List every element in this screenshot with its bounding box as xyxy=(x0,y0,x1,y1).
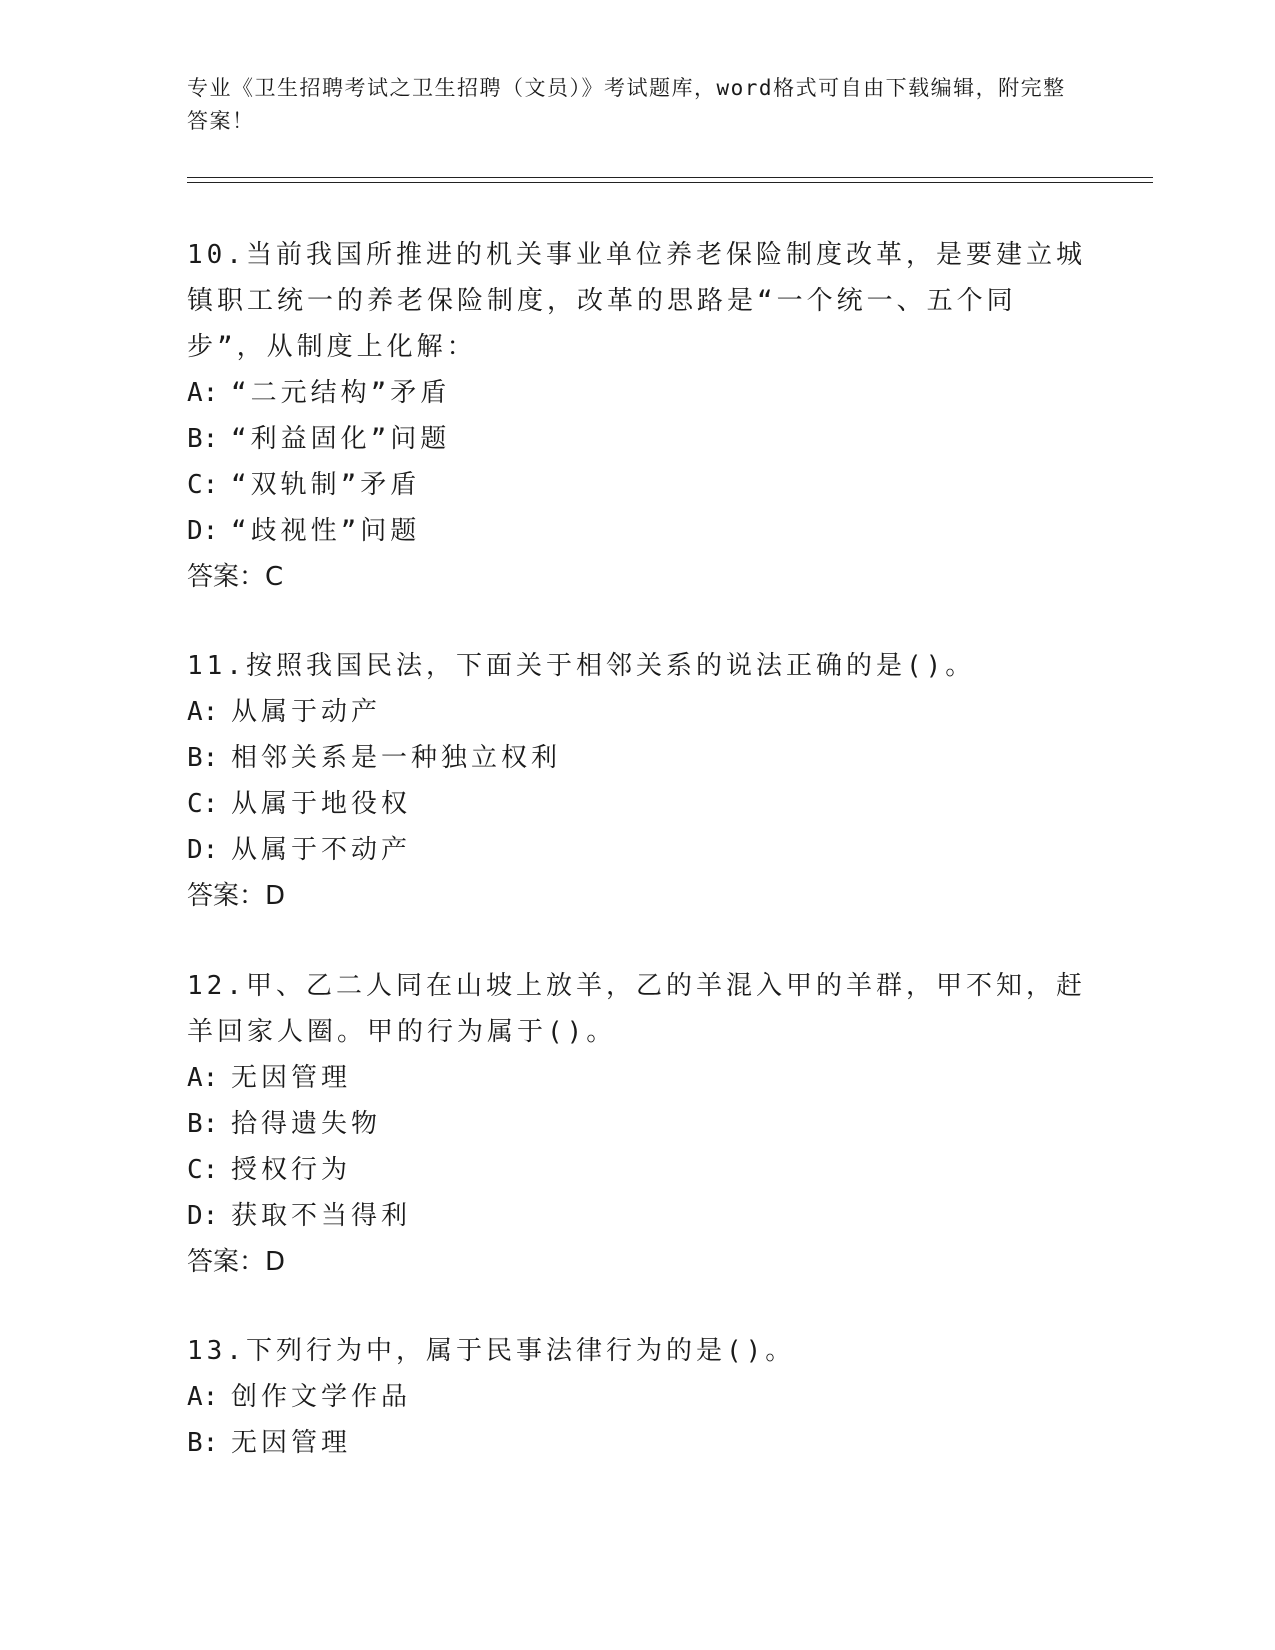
option-text: 从属于地役权 xyxy=(231,789,412,819)
option-text: 无因管理 xyxy=(231,1428,352,1458)
option-label: D: xyxy=(187,835,219,865)
option-text: 创作文学作品 xyxy=(231,1382,412,1412)
option-label: C: xyxy=(187,1155,219,1185)
option-d xyxy=(187,827,1087,873)
option-c xyxy=(187,781,1087,827)
header-divider-bottom xyxy=(187,182,1153,183)
option-d xyxy=(187,508,1087,554)
option-text: 拾得遗失物 xyxy=(231,1109,382,1139)
option-label: B: xyxy=(187,743,219,773)
question-12 xyxy=(187,963,1087,1285)
answer-line: 答案：C xyxy=(187,562,284,592)
option-text: “歧视性”问题 xyxy=(231,516,421,546)
question-stem: 11.按照我国民法，下面关于相邻关系的说法正确的是()。 xyxy=(187,651,976,681)
option-label: C: xyxy=(187,470,219,500)
option-label: A: xyxy=(187,1382,219,1412)
option-a xyxy=(187,689,1087,735)
option-text: 无因管理 xyxy=(231,1063,352,1093)
header-divider-top xyxy=(187,177,1153,178)
question-11 xyxy=(187,643,1087,919)
option-text: “利益固化”问题 xyxy=(231,424,451,454)
option-c xyxy=(187,1147,1087,1193)
option-text: 获取不当得利 xyxy=(231,1201,412,1231)
option-b xyxy=(187,1101,1087,1147)
answer-line: 答案：D xyxy=(187,1247,286,1277)
option-b xyxy=(187,416,1087,462)
option-label: A: xyxy=(187,378,219,408)
option-text: 从属于动产 xyxy=(231,697,382,727)
question-stem: 13.下列行为中，属于民事法律行为的是()。 xyxy=(187,1336,796,1366)
question-10 xyxy=(187,232,1087,600)
option-text: “二元结构”矛盾 xyxy=(231,378,451,408)
option-label: B: xyxy=(187,1109,219,1139)
document-header: 专业《卫生招聘考试之卫生招聘（文员）》考试题库，word格式可自由下载编辑，附完整答案！ xyxy=(187,76,1066,133)
question-stem: 12.甲、乙二人同在山坡上放羊，乙的羊混入甲的羊群，甲不知，赶羊回家人圈。甲的行为属于()。 xyxy=(187,971,1086,1047)
option-label: B: xyxy=(187,1428,219,1458)
option-label: D: xyxy=(187,1201,219,1231)
option-label: C: xyxy=(187,789,219,819)
option-b xyxy=(187,735,1087,781)
option-c xyxy=(187,462,1087,508)
option-label: A: xyxy=(187,1063,219,1093)
option-text: 相邻关系是一种独立权利 xyxy=(231,743,562,773)
option-b xyxy=(187,1420,1087,1466)
question-13 xyxy=(187,1328,1087,1466)
option-text: “双轨制”矛盾 xyxy=(231,470,421,500)
option-label: A: xyxy=(187,697,219,727)
question-stem: 10.当前我国所推进的机关事业单位养老保险制度改革，是要建立城镇职工统一的养老保险制度，改革的思路是“一个统一、五个同步”，从制度上化解： xyxy=(187,240,1086,362)
option-a xyxy=(187,370,1087,416)
option-d xyxy=(187,1193,1087,1239)
option-a xyxy=(187,1055,1087,1101)
option-text: 授权行为 xyxy=(231,1155,352,1185)
option-label: D: xyxy=(187,516,219,546)
option-text: 从属于不动产 xyxy=(231,835,412,865)
option-a xyxy=(187,1374,1087,1420)
answer-line: 答案：D xyxy=(187,881,286,911)
option-label: B: xyxy=(187,424,219,454)
